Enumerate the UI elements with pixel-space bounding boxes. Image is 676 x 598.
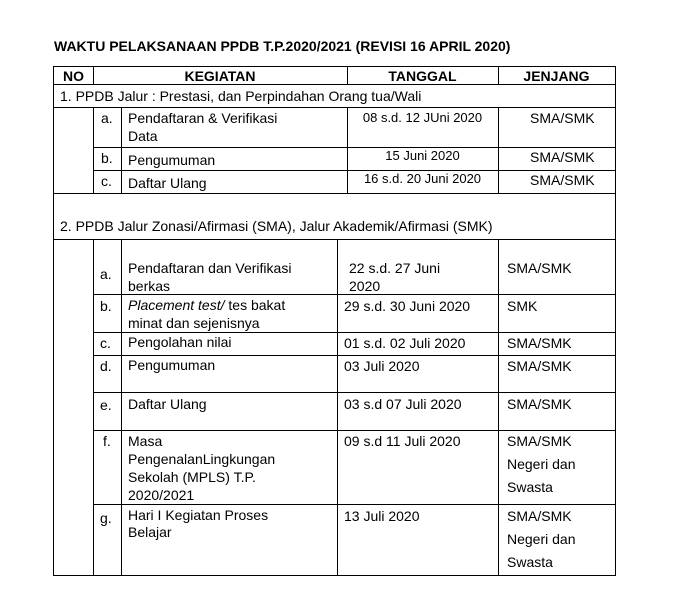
s1-row-a-level: SMA/SMK xyxy=(530,110,595,126)
s2-row-f-level-2: Negeri dan xyxy=(507,456,576,472)
s2-row-e-date: 03 s.d 07 Juli 2020 xyxy=(344,396,462,412)
header-jenjang: JENJANG xyxy=(523,68,590,84)
s2-row-a-activity-1: Pendaftaran dan Verifikasi xyxy=(128,260,292,276)
s1-row-b-activity-1: Pengumuman xyxy=(128,152,216,168)
s1-row-c-level: SMA/SMK xyxy=(530,172,595,188)
s2-row-d-letter: d. xyxy=(100,358,112,374)
s1-row-a-date: 08 s.d. 12 JUni 2020 xyxy=(362,110,483,125)
document-title: WAKTU PELAKSANAAN PPDB T.P.2020/2021 (REVISI 16 APRIL 2020) xyxy=(54,38,511,54)
s2-row-f-activity-3: Sekolah (MPLS) T.P. xyxy=(128,469,256,485)
s2-row-a-letter: a. xyxy=(100,266,112,282)
s2-row-g-level-1: SMA/SMK xyxy=(507,508,572,524)
header-kegiatan: KEGIATAN xyxy=(184,68,256,84)
s2-row-f-activity-4: 2020/2021 xyxy=(128,487,195,503)
s2-row-d-activity-1: Pengumuman xyxy=(128,357,216,373)
s2-row-f-letter: f. xyxy=(103,433,111,449)
s2-row-a-date-2: 2020 xyxy=(349,278,381,294)
s2-row-g-letter: g. xyxy=(100,510,112,526)
s2-row-b-activity-2: minat dan sejenisnya xyxy=(128,315,260,331)
section-2-title: 2. PPDB Jalur Zonasi/Afirmasi (SMA), Jalur Akademik/Afirmasi (SMK) xyxy=(60,218,493,234)
s1-row-c-date: 16 s.d. 20 Juni 2020 xyxy=(363,171,482,186)
s2-row-b-activity-1 xyxy=(128,297,285,313)
s2-row-f-date: 09 s.d 11 Juli 2020 xyxy=(344,433,461,449)
s2-row-a-date-1: 22 s.d. 27 Juni xyxy=(349,260,441,276)
s2-row-c-level: SMA/SMK xyxy=(507,335,572,351)
s2-row-g-level-2: Negeri dan xyxy=(507,531,576,547)
s2-row-a-level: SMA/SMK xyxy=(507,260,572,276)
s1-row-c-letter: c. xyxy=(101,173,112,189)
s2-row-b-letter: b. xyxy=(100,298,112,314)
s2-row-g-activity-2: Belajar xyxy=(128,524,172,540)
s2-row-g-activity-1: Hari I Kegiatan Proses xyxy=(128,507,269,523)
s1-row-b-level: SMA/SMK xyxy=(530,149,595,165)
s2-row-c-date: 01 s.d. 02 Juli 2020 xyxy=(344,335,466,351)
s2-row-f-activity-1: Masa xyxy=(128,433,163,449)
s2-row-d-date: 03 Juli 2020 xyxy=(344,358,420,374)
s1-row-b-date: 15 Juni 2020 xyxy=(385,148,460,163)
s2-row-c-activity-1: Pengolahan nilai xyxy=(128,334,232,350)
s2-row-f-activity-2: PengenalanLingkungan xyxy=(128,451,276,467)
header-no: NO xyxy=(63,68,84,84)
s1-row-a-activity-1: Pendaftaran & Verifikasi xyxy=(128,110,278,126)
s2-row-c-letter: c. xyxy=(100,335,111,351)
section-1-title: 1. PPDB Jalur : Prestasi, dan Perpindahan Orang tua/Wali xyxy=(60,88,422,104)
s1-row-a-letter: a. xyxy=(101,110,113,126)
s2-row-e-letter: e. xyxy=(100,397,112,413)
s1-row-b-letter: b. xyxy=(101,150,113,166)
s2-row-b-level: SMK xyxy=(507,298,538,314)
s2-row-f-level-1: SMA/SMK xyxy=(507,433,572,449)
s2-row-e-level: SMA/SMK xyxy=(507,396,572,412)
s2-row-g-level-3: Swasta xyxy=(507,554,553,570)
s2-row-b-activity-italic: Placement test/ xyxy=(128,297,225,313)
s2-row-e-activity-1: Daftar Ulang xyxy=(128,396,207,412)
s2-row-a-activity-2: berkas xyxy=(128,278,171,294)
s2-row-g-date: 13 Juli 2020 xyxy=(344,508,420,524)
s2-row-b-activity-rest: tes bakat xyxy=(224,297,286,313)
header-tanggal: TANGGAL xyxy=(388,68,457,84)
s2-row-f-level-3: Swasta xyxy=(507,479,553,495)
s2-row-d-level: SMA/SMK xyxy=(507,358,572,374)
s2-row-b-date: 29 s.d. 30 Juni 2020 xyxy=(344,298,471,314)
s1-row-c-activity-1: Daftar Ulang xyxy=(128,175,207,191)
s1-row-a-activity-2: Data xyxy=(128,128,158,144)
